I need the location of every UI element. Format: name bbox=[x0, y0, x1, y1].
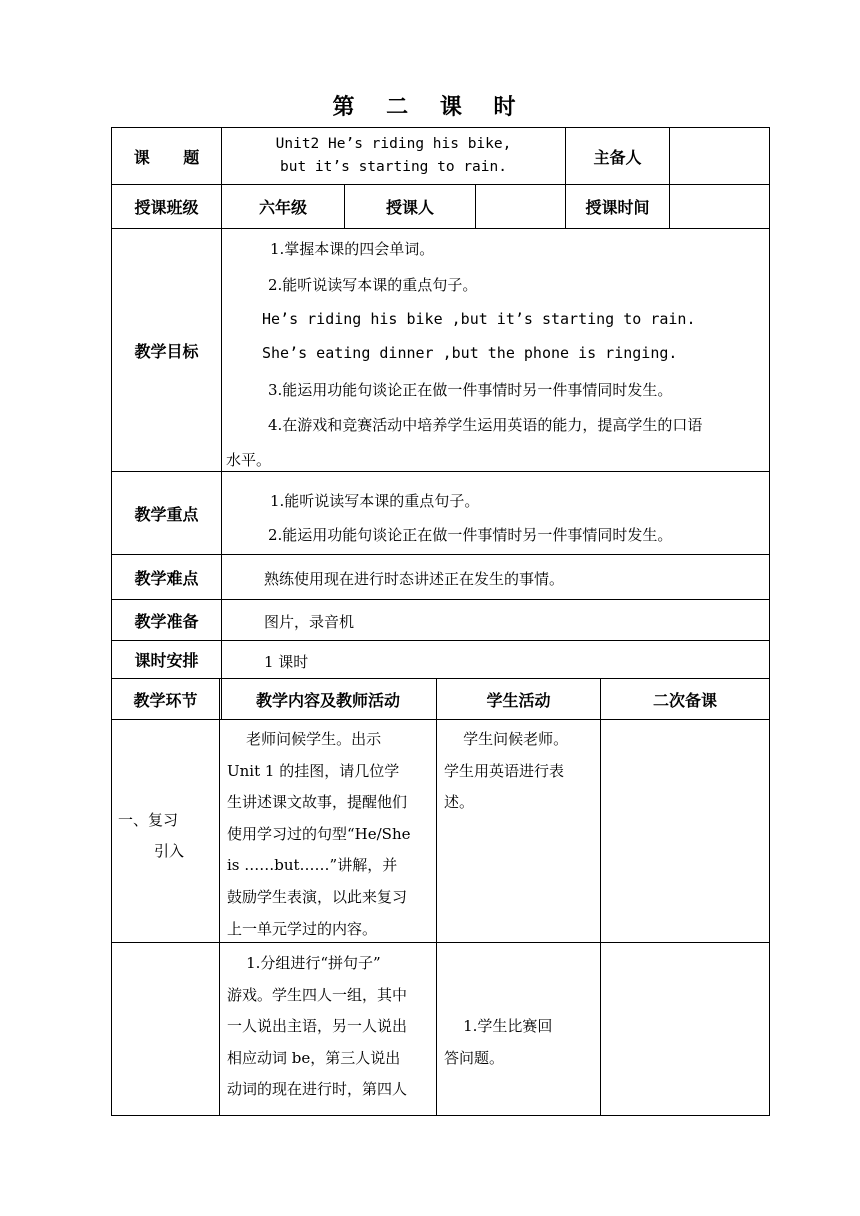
key-points-label: 教学重点 bbox=[134, 504, 199, 524]
column-content: 教学内容及教师活动 bbox=[255, 690, 400, 710]
topic-line-1: Unit2 He’s riding his bike, bbox=[275, 136, 512, 152]
step1-content-line: 上一单元学过的内容。 bbox=[227, 919, 378, 938]
objective-4-cont: 水平。 bbox=[226, 451, 272, 469]
topic-line-2: but it’s starting to rain. bbox=[280, 159, 507, 175]
column-revision: 二次备课 bbox=[652, 690, 717, 710]
step1-content-line: 鼓励学生表演，以此来复习 bbox=[227, 887, 408, 906]
preparation-label: 教学准备 bbox=[134, 611, 199, 631]
step2-content bbox=[227, 948, 435, 1106]
objective-sentence-1: He’s riding his bike ,but it’s starting to rain. bbox=[262, 310, 696, 328]
step1-student-line: 述。 bbox=[444, 793, 475, 812]
owner-value bbox=[670, 128, 769, 184]
step1-content-line: 生讲述课文故事，提醒他们 bbox=[227, 793, 408, 812]
teacher-label: 授课人 bbox=[385, 198, 434, 217]
step2-content-line: 1.分组进行“拼句子” bbox=[227, 954, 381, 972]
difficulty-label: 教学难点 bbox=[134, 568, 199, 588]
step2-student-line: 答问题。 bbox=[444, 1048, 505, 1067]
schedule-text: 1 课时 bbox=[264, 653, 309, 671]
step2-content-line: 相应动词 be，第三人说出 bbox=[227, 1048, 401, 1067]
preparation-text: 图片，录音机 bbox=[264, 613, 355, 631]
step2-content-line: 动词的现在进行时，第四人 bbox=[227, 1080, 408, 1099]
difficulty-text: 熟练使用现在进行时态讲述正在发生的事情。 bbox=[264, 570, 565, 588]
time-label: 授课时间 bbox=[585, 198, 650, 217]
step1-content-line: 使用学习过的句型“He/She bbox=[227, 824, 411, 843]
time-value bbox=[670, 185, 769, 228]
column-step: 教学环节 bbox=[133, 690, 198, 710]
owner-label: 主备人 bbox=[593, 147, 642, 167]
schedule-label: 课时安排 bbox=[134, 651, 199, 670]
objective-4: 4.在游戏和竞赛活动中培养学生运用英语的能力，提高学生的口语 bbox=[268, 416, 703, 434]
step2-content-line: 一人说出主语，另一人说出 bbox=[227, 1017, 408, 1036]
topic-label: 课 题 bbox=[133, 147, 200, 167]
step2-student-line: 1.学生比赛回 bbox=[444, 1017, 553, 1035]
objectives-label: 教学目标 bbox=[134, 341, 199, 361]
step2-content-line: 游戏。学生四人一组，其中 bbox=[227, 985, 408, 1004]
key-point-2: 2.能运用功能句谈论正在做一件事情时另一件事情同时发生。 bbox=[268, 526, 673, 544]
step1-student-line: 学生用英语进行表 bbox=[444, 761, 565, 780]
step1-content-line: Unit 1 的挂图，请几位学 bbox=[227, 761, 400, 780]
step1-name bbox=[118, 805, 218, 867]
objective-3: 3.能运用功能句谈论正在做一件事情时另一件事情同时发生。 bbox=[268, 381, 673, 399]
objective-2: 2.能听说读写本课的重点句子。 bbox=[268, 276, 478, 294]
teacher-value bbox=[476, 185, 565, 228]
step1-student bbox=[444, 724, 599, 819]
step1-content-line: 老师问候学生。出示 bbox=[227, 730, 382, 748]
step1-content bbox=[227, 724, 435, 945]
step1-student-line: 学生问候老师。 bbox=[444, 730, 569, 748]
step1-name-line2: 引入 bbox=[154, 842, 185, 860]
column-student: 学生活动 bbox=[486, 690, 551, 710]
class-value: 六年级 bbox=[258, 198, 307, 217]
page-title: 第 二 课 时 bbox=[332, 95, 528, 120]
topic-value bbox=[222, 128, 565, 184]
objective-sentence-2: She’s eating dinner ,but the phone is ringing. bbox=[262, 344, 678, 362]
key-point-1: 1.能听说读写本课的重点句子。 bbox=[270, 492, 480, 510]
step1-content-line: is ……but……”讲解，并 bbox=[227, 856, 398, 875]
step1-name-line1: 一、复习 bbox=[118, 811, 179, 829]
step2-student bbox=[444, 1011, 599, 1074]
class-label: 授课班级 bbox=[134, 198, 199, 217]
objective-1: 1.掌握本课的四会单词。 bbox=[270, 240, 435, 258]
